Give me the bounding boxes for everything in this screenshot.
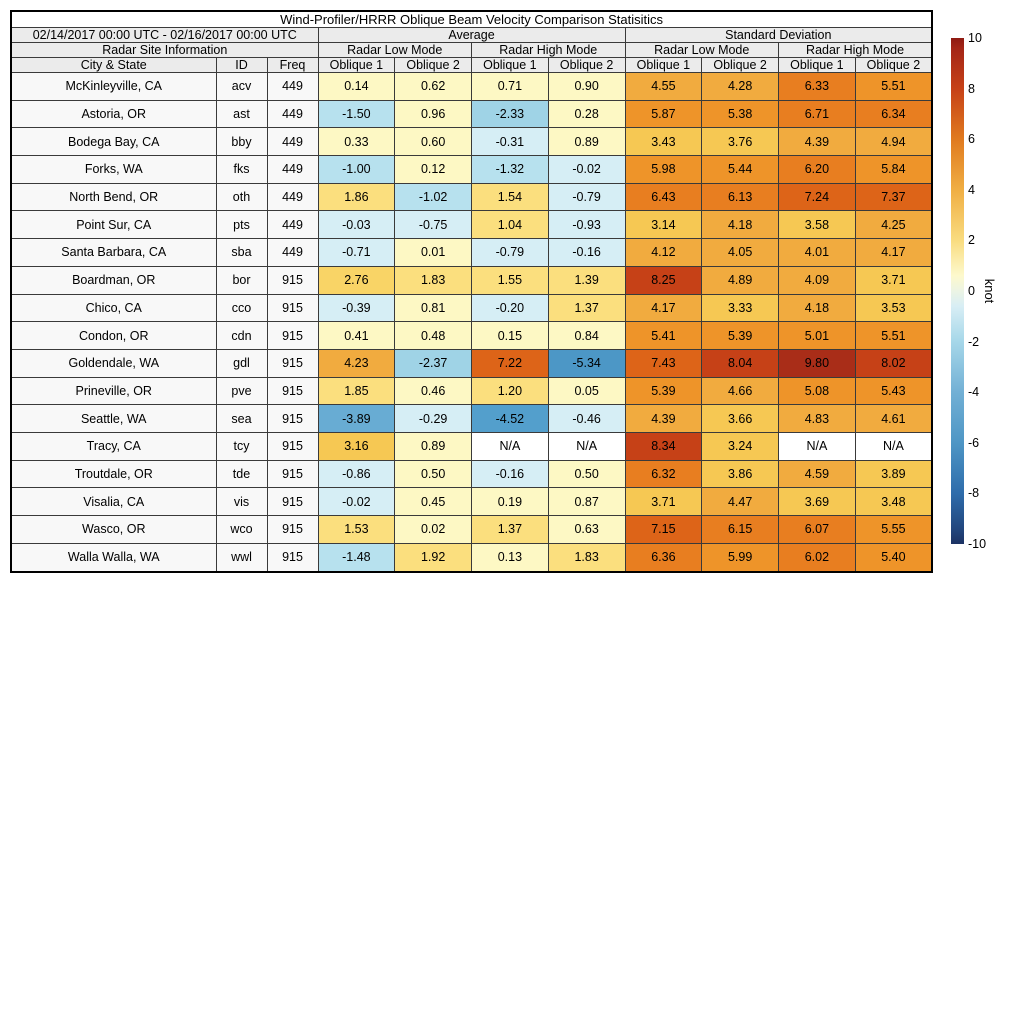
oblique2-col-header: Oblique 2 [855, 58, 932, 73]
value-cell: 1.37 [472, 516, 549, 544]
table-row [11, 211, 932, 239]
value-cell: 4.66 [702, 377, 779, 405]
city-cell: Santa Barbara, CA [11, 239, 216, 267]
freq-cell: 915 [267, 266, 318, 294]
value-cell: 5.40 [855, 543, 932, 572]
value-cell: -0.16 [472, 460, 549, 488]
id-cell: sea [216, 405, 267, 433]
value-cell: 7.15 [625, 516, 702, 544]
id-cell: oth [216, 183, 267, 211]
table-row [11, 239, 932, 267]
colorbar-tick-label: 6 [968, 131, 975, 146]
value-cell: N/A [548, 432, 625, 460]
value-cell: 4.09 [779, 266, 856, 294]
column-header-row [11, 58, 932, 73]
value-cell: 1.86 [318, 183, 395, 211]
value-cell: -0.75 [395, 211, 472, 239]
value-cell: 0.12 [395, 156, 472, 184]
id-cell: pve [216, 377, 267, 405]
group-header-row [11, 28, 932, 43]
stats-table [10, 10, 933, 573]
value-cell: 0.50 [395, 460, 472, 488]
value-cell: 4.94 [855, 128, 932, 156]
id-cell: pts [216, 211, 267, 239]
city-cell: Point Sur, CA [11, 211, 216, 239]
city-cell: Bodega Bay, CA [11, 128, 216, 156]
value-cell: -2.33 [472, 100, 549, 128]
value-cell: 7.22 [472, 349, 549, 377]
value-cell: 0.15 [472, 322, 549, 350]
colorbar-tick-label: -8 [968, 486, 980, 501]
value-cell: -0.02 [548, 156, 625, 184]
oblique1-col-header: Oblique 1 [472, 58, 549, 73]
value-cell: 0.96 [395, 100, 472, 128]
value-cell: 3.48 [855, 488, 932, 516]
city-cell: Condon, OR [11, 322, 216, 350]
id-cell: tcy [216, 432, 267, 460]
value-cell: 0.81 [395, 294, 472, 322]
value-cell: 4.89 [702, 266, 779, 294]
value-cell: 6.15 [702, 516, 779, 544]
table-body [11, 73, 932, 573]
city-cell: Goldendale, WA [11, 349, 216, 377]
freq-cell: 449 [267, 239, 318, 267]
value-cell: -0.79 [472, 239, 549, 267]
value-cell: 0.28 [548, 100, 625, 128]
value-cell: -0.29 [395, 405, 472, 433]
id-cell: acv [216, 73, 267, 101]
value-cell: 6.43 [625, 183, 702, 211]
freq-cell: 449 [267, 156, 318, 184]
freq-cell: 915 [267, 516, 318, 544]
value-cell: 1.04 [472, 211, 549, 239]
value-cell: 3.86 [702, 460, 779, 488]
freq-cell: 449 [267, 128, 318, 156]
value-cell: 5.39 [625, 377, 702, 405]
value-cell: 0.01 [395, 239, 472, 267]
freq-cell: 915 [267, 405, 318, 433]
std-high-mode-header: Radar High Mode [779, 43, 933, 58]
value-cell: 1.92 [395, 543, 472, 572]
value-cell: 3.43 [625, 128, 702, 156]
value-cell: 0.50 [548, 460, 625, 488]
value-cell: 5.39 [702, 322, 779, 350]
freq-cell: 449 [267, 211, 318, 239]
city-cell: Prineville, OR [11, 377, 216, 405]
table-row [11, 405, 932, 433]
value-cell: 3.33 [702, 294, 779, 322]
value-cell: 1.39 [548, 266, 625, 294]
value-cell: 0.90 [548, 73, 625, 101]
value-cell: 5.84 [855, 156, 932, 184]
city-cell: Chico, CA [11, 294, 216, 322]
id-cell: gdl [216, 349, 267, 377]
oblique1-col-header: Oblique 1 [318, 58, 395, 73]
city-cell: Tracy, CA [11, 432, 216, 460]
freq-cell: 915 [267, 377, 318, 405]
value-cell: -1.48 [318, 543, 395, 572]
value-cell: 5.41 [625, 322, 702, 350]
freq-cell: 449 [267, 73, 318, 101]
value-cell: 5.44 [702, 156, 779, 184]
colorbar-gradient [951, 38, 964, 544]
freq-col-header: Freq [267, 58, 318, 73]
value-cell: 4.25 [855, 211, 932, 239]
table-row [11, 516, 932, 544]
value-cell: 4.23 [318, 349, 395, 377]
value-cell: 5.08 [779, 377, 856, 405]
id-cell: sba [216, 239, 267, 267]
oblique1-col-header: Oblique 1 [625, 58, 702, 73]
value-cell: 0.62 [395, 73, 472, 101]
value-cell: 6.32 [625, 460, 702, 488]
id-cell: wco [216, 516, 267, 544]
city-cell: McKinleyville, CA [11, 73, 216, 101]
id-cell: bby [216, 128, 267, 156]
value-cell: 3.66 [702, 405, 779, 433]
table-row [11, 156, 932, 184]
city-cell: Seattle, WA [11, 405, 216, 433]
table-row [11, 73, 932, 101]
colorbar-unit-label: knot [982, 278, 997, 304]
value-cell: 0.02 [395, 516, 472, 544]
value-cell: 6.71 [779, 100, 856, 128]
table-row [11, 377, 932, 405]
value-cell: 0.45 [395, 488, 472, 516]
date-range-cell: 02/14/2017 00:00 UTC - 02/16/2017 00:00 UTC [11, 28, 318, 43]
oblique2-col-header: Oblique 2 [548, 58, 625, 73]
average-group-header: Average [318, 28, 625, 43]
freq-cell: 915 [267, 294, 318, 322]
value-cell: -1.50 [318, 100, 395, 128]
value-cell: 5.01 [779, 322, 856, 350]
value-cell: -0.39 [318, 294, 395, 322]
value-cell: 4.47 [702, 488, 779, 516]
oblique2-col-header: Oblique 2 [702, 58, 779, 73]
value-cell: 1.54 [472, 183, 549, 211]
value-cell: 3.24 [702, 432, 779, 460]
value-cell: -0.79 [548, 183, 625, 211]
city-cell: Visalia, CA [11, 488, 216, 516]
id-cell: cdn [216, 322, 267, 350]
value-cell: -0.71 [318, 239, 395, 267]
value-cell: 4.39 [625, 405, 702, 433]
value-cell: 1.85 [318, 377, 395, 405]
value-cell: 5.98 [625, 156, 702, 184]
value-cell: 4.28 [702, 73, 779, 101]
value-cell: N/A [472, 432, 549, 460]
table-row [11, 266, 932, 294]
colorbar-tick-label: 10 [968, 30, 982, 45]
value-cell: 3.71 [855, 266, 932, 294]
value-cell: 5.87 [625, 100, 702, 128]
value-cell: 4.39 [779, 128, 856, 156]
value-cell: 5.51 [855, 322, 932, 350]
value-cell: 6.36 [625, 543, 702, 572]
table-row [11, 128, 932, 156]
value-cell: 3.14 [625, 211, 702, 239]
colorbar-tick-label: 4 [968, 182, 975, 197]
value-cell: 4.17 [855, 239, 932, 267]
figure-title: Wind-Profiler/HRRR Oblique Beam Velocity Comparison Statisitics [11, 11, 932, 28]
id-col-header: ID [216, 58, 267, 73]
id-cell: tde [216, 460, 267, 488]
avg-low-mode-header: Radar Low Mode [318, 43, 472, 58]
value-cell: 7.43 [625, 349, 702, 377]
id-cell: bor [216, 266, 267, 294]
value-cell: 7.37 [855, 183, 932, 211]
value-cell: 3.53 [855, 294, 932, 322]
value-cell: 1.55 [472, 266, 549, 294]
value-cell: 0.63 [548, 516, 625, 544]
value-cell: -5.34 [548, 349, 625, 377]
value-cell: 8.34 [625, 432, 702, 460]
freq-cell: 449 [267, 100, 318, 128]
freq-cell: 449 [267, 183, 318, 211]
value-cell: -0.86 [318, 460, 395, 488]
freq-cell: 915 [267, 432, 318, 460]
table-row [11, 100, 932, 128]
value-cell: 3.16 [318, 432, 395, 460]
value-cell: 0.33 [318, 128, 395, 156]
value-cell: 0.89 [395, 432, 472, 460]
city-cell: North Bend, OR [11, 183, 216, 211]
id-cell: vis [216, 488, 267, 516]
value-cell: 6.07 [779, 516, 856, 544]
freq-cell: 915 [267, 543, 318, 572]
city-cell: Walla Walla, WA [11, 543, 216, 572]
value-cell: 8.04 [702, 349, 779, 377]
value-cell: 8.02 [855, 349, 932, 377]
value-cell: -4.52 [472, 405, 549, 433]
value-cell: 2.76 [318, 266, 395, 294]
oblique2-col-header: Oblique 2 [395, 58, 472, 73]
value-cell: 0.60 [395, 128, 472, 156]
value-cell: 4.55 [625, 73, 702, 101]
value-cell: -0.93 [548, 211, 625, 239]
colorbar-tick-label: 2 [968, 233, 975, 248]
table-row [11, 543, 932, 572]
value-cell: 1.37 [548, 294, 625, 322]
value-cell: 0.19 [472, 488, 549, 516]
value-cell: 1.53 [318, 516, 395, 544]
avg-high-mode-header: Radar High Mode [472, 43, 626, 58]
value-cell: -0.03 [318, 211, 395, 239]
value-cell: 0.05 [548, 377, 625, 405]
city-col-header: City & State [11, 58, 216, 73]
value-cell: 4.17 [625, 294, 702, 322]
value-cell: 5.43 [855, 377, 932, 405]
value-cell: 0.89 [548, 128, 625, 156]
value-cell: 3.71 [625, 488, 702, 516]
value-cell: 1.20 [472, 377, 549, 405]
value-cell: 4.61 [855, 405, 932, 433]
value-cell: 0.41 [318, 322, 395, 350]
table-row [11, 183, 932, 211]
table-row [11, 460, 932, 488]
value-cell: 0.87 [548, 488, 625, 516]
value-cell: -1.00 [318, 156, 395, 184]
value-cell: -0.20 [472, 294, 549, 322]
value-cell: -3.89 [318, 405, 395, 433]
value-cell: 0.71 [472, 73, 549, 101]
value-cell: 3.58 [779, 211, 856, 239]
value-cell: 4.83 [779, 405, 856, 433]
value-cell: 0.84 [548, 322, 625, 350]
freq-cell: 915 [267, 488, 318, 516]
table-row [11, 432, 932, 460]
std-dev-group-header: Standard Deviation [625, 28, 932, 43]
value-cell: 3.69 [779, 488, 856, 516]
oblique1-col-header: Oblique 1 [779, 58, 856, 73]
value-cell: 4.01 [779, 239, 856, 267]
table-row [11, 322, 932, 350]
value-cell: 5.38 [702, 100, 779, 128]
value-cell: 7.24 [779, 183, 856, 211]
value-cell: 9.80 [779, 349, 856, 377]
colorbar-tick-label: -4 [968, 384, 980, 399]
value-cell: 0.48 [395, 322, 472, 350]
value-cell: -0.31 [472, 128, 549, 156]
value-cell: 0.13 [472, 543, 549, 572]
table-row [11, 488, 932, 516]
std-low-mode-header: Radar Low Mode [625, 43, 779, 58]
site-info-header: Radar Site Information [11, 43, 318, 58]
value-cell: 4.59 [779, 460, 856, 488]
value-cell: 4.05 [702, 239, 779, 267]
value-cell: 0.14 [318, 73, 395, 101]
id-cell: wwl [216, 543, 267, 572]
colorbar-tick-label: -6 [968, 435, 980, 450]
value-cell: N/A [779, 432, 856, 460]
value-cell: N/A [855, 432, 932, 460]
value-cell: -0.46 [548, 405, 625, 433]
freq-cell: 915 [267, 460, 318, 488]
value-cell: 6.33 [779, 73, 856, 101]
value-cell: 4.18 [702, 211, 779, 239]
colorbar-tick-label: 8 [968, 81, 975, 96]
value-cell: 6.02 [779, 543, 856, 572]
value-cell: 6.13 [702, 183, 779, 211]
value-cell: 1.83 [395, 266, 472, 294]
value-cell: 5.55 [855, 516, 932, 544]
city-cell: Wasco, OR [11, 516, 216, 544]
freq-cell: 915 [267, 349, 318, 377]
city-cell: Boardman, OR [11, 266, 216, 294]
value-cell: 5.51 [855, 73, 932, 101]
mode-header-row [11, 43, 932, 58]
value-cell: 4.12 [625, 239, 702, 267]
freq-cell: 915 [267, 322, 318, 350]
colorbar-tick-label: 0 [968, 283, 975, 298]
title-row [11, 11, 932, 28]
table-row [11, 349, 932, 377]
id-cell: ast [216, 100, 267, 128]
value-cell: 1.83 [548, 543, 625, 572]
value-cell: 8.25 [625, 266, 702, 294]
table-row [11, 294, 932, 322]
colorbar-tick-label: -10 [968, 536, 987, 551]
value-cell: 6.34 [855, 100, 932, 128]
id-cell: cco [216, 294, 267, 322]
value-cell: -1.32 [472, 156, 549, 184]
value-cell: 3.89 [855, 460, 932, 488]
value-cell: -0.16 [548, 239, 625, 267]
id-cell: fks [216, 156, 267, 184]
city-cell: Troutdale, OR [11, 460, 216, 488]
value-cell: 4.18 [779, 294, 856, 322]
city-cell: Forks, WA [11, 156, 216, 184]
value-cell: -2.37 [395, 349, 472, 377]
value-cell: -0.02 [318, 488, 395, 516]
value-cell: 6.20 [779, 156, 856, 184]
value-cell: 3.76 [702, 128, 779, 156]
colorbar-tick-label: -2 [968, 334, 980, 349]
value-cell: -1.02 [395, 183, 472, 211]
value-cell: 0.46 [395, 377, 472, 405]
value-cell: 5.99 [702, 543, 779, 572]
city-cell: Astoria, OR [11, 100, 216, 128]
